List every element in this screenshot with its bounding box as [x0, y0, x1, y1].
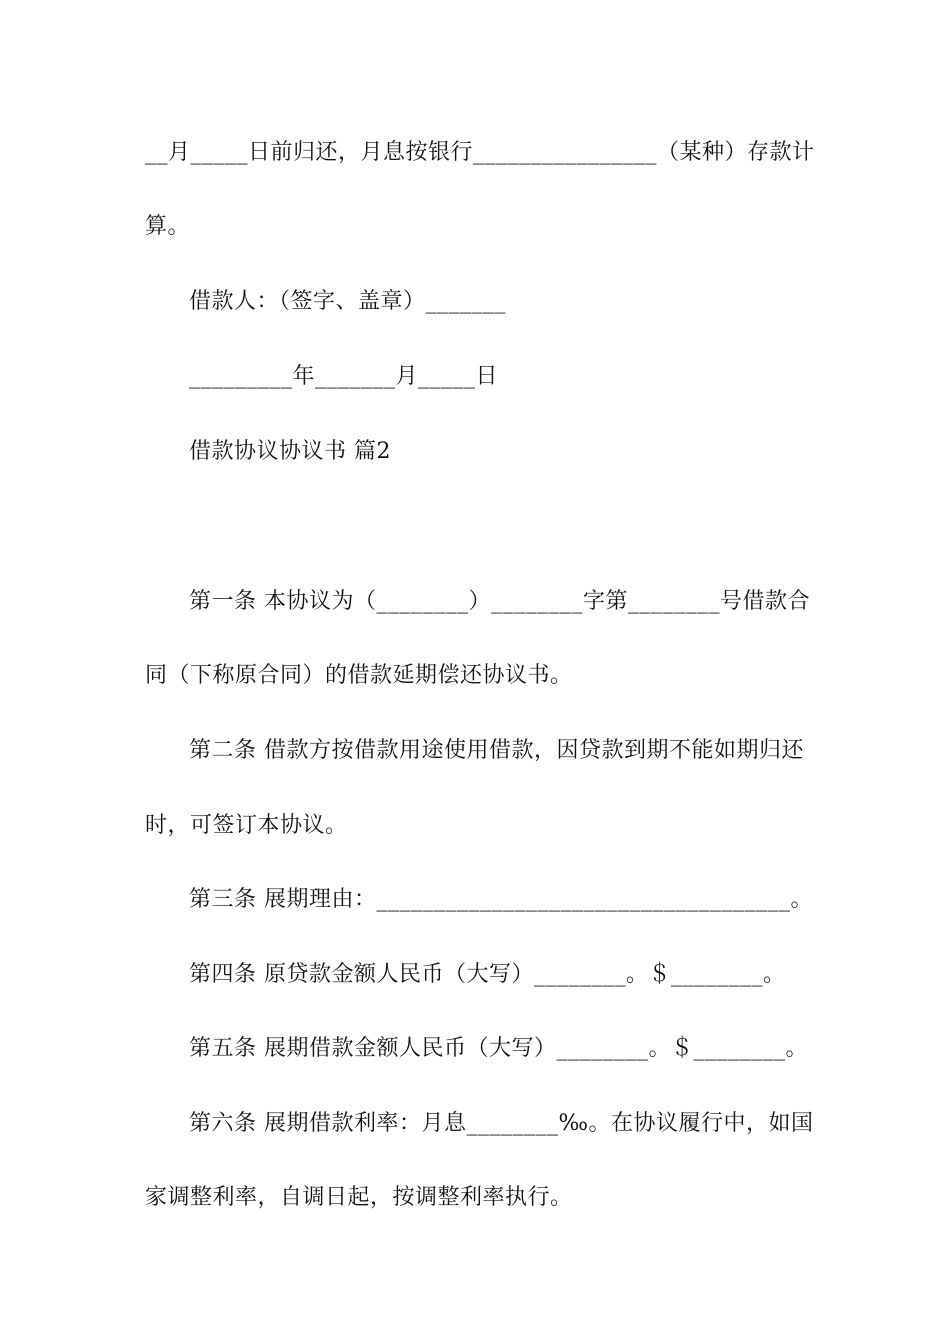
article-4: 第四条 原贷款金额人民币（大写）________。＄________。	[189, 962, 786, 987]
article-6-line-2: 家调整利率，自调日起，按调整利率执行。	[145, 1185, 573, 1210]
article-2-line-2: 时，可签订本协议。	[145, 813, 348, 838]
article-1-line-2: 同（下称原合同）的借款延期偿还协议书。	[145, 663, 573, 688]
paragraph-repayment-terms-line-1: __月_____日前归还，月息按银行________________（某种）存款计	[145, 140, 815, 165]
article-5: 第五条 展期借款金额人民币（大写）________。＄________。	[189, 1036, 808, 1061]
borrower-signature-line: 借款人：（签字、盖章）_______	[189, 289, 507, 314]
section-heading: 借款协议协议书 篇2	[189, 439, 391, 464]
paragraph-repayment-terms-line-2: 算。	[145, 214, 191, 239]
article-3: 第三条 展期理由：____________________________________。	[189, 887, 813, 912]
article-6-line-1: 第六条 展期借款利率：月息________‰。在协议履行中，如国	[189, 1111, 814, 1136]
article-1-line-1: 第一条 本协议为（________）________字第________号借款合	[189, 589, 810, 614]
signature-date-line: _________年_______月_____日	[189, 364, 499, 389]
article-2-line-1: 第二条 借款方按借款用途使用借款，因贷款到期不能如期归还	[189, 738, 804, 763]
